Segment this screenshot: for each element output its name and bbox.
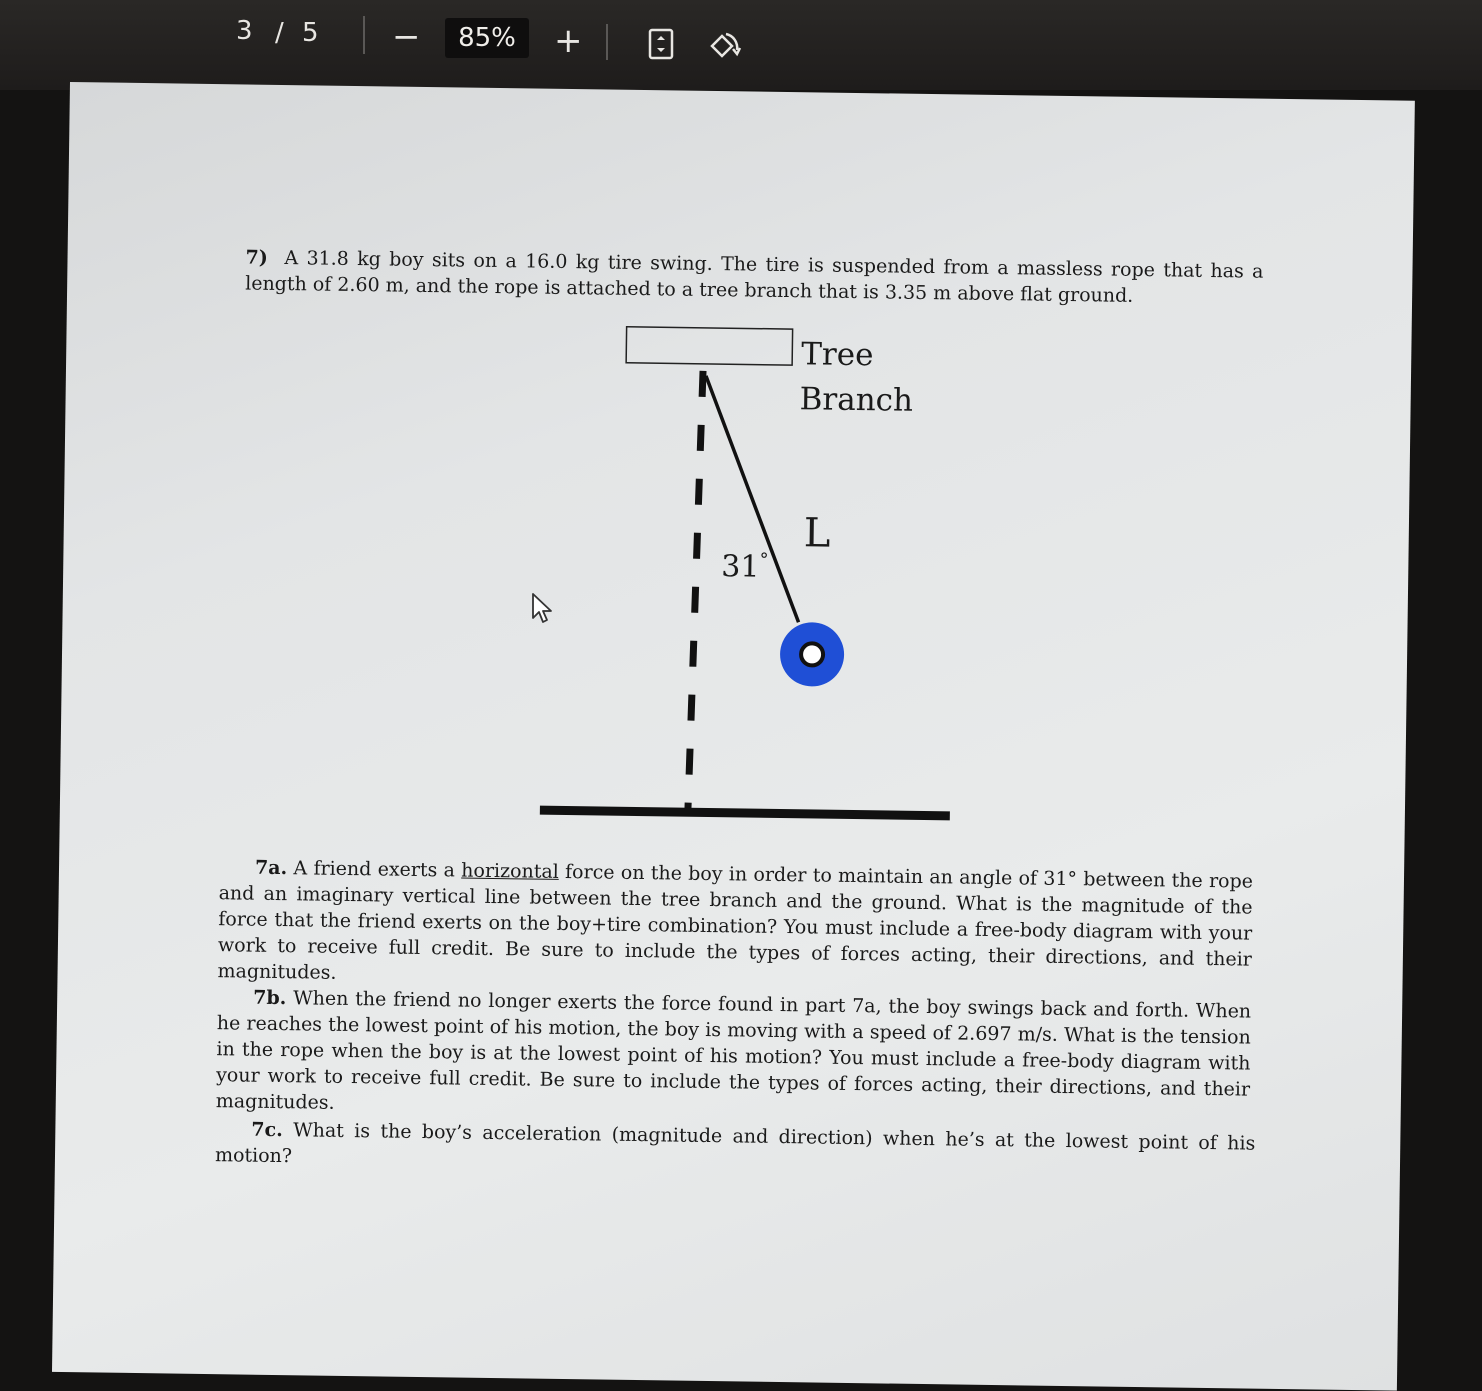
document-page (52, 82, 1415, 1391)
mouse-cursor-icon (530, 592, 554, 630)
ground-line (540, 806, 950, 821)
angle-degree: ° (759, 549, 769, 571)
zoom-in-button[interactable]: + (554, 21, 583, 61)
tire-center (801, 643, 823, 665)
part-7a-label: 7a. (254, 856, 288, 880)
toolbar-divider (363, 16, 365, 54)
label-angle (721, 549, 769, 585)
page-current[interactable]: 3 (236, 16, 253, 46)
part-7b-text: When the friend no longer exerts the force found in part 7a, the boy swings back and forth. When he reaches the lowest point of his motion, the boy is moving with a speed of 2.697 m/s. What is the tension in the rope when the boy is at the lowest point of his motion? You must include a free-body diagram with your work to receive full credit. Be sure to include the types of forces acting, their directions, and their magnitudes. (215, 987, 1252, 1114)
rotate-icon[interactable] (704, 28, 742, 68)
angle-value: 31 (721, 549, 760, 585)
zoom-out-button[interactable]: − (392, 17, 421, 57)
label-branch: Branch (799, 381, 914, 419)
part-7b-label: 7b. (253, 986, 287, 1010)
question-number: 7) (245, 246, 268, 269)
pendulum-diagram (52, 82, 1415, 1391)
question-7b (216, 984, 1252, 1128)
rope-line (703, 376, 802, 622)
zoom-level-field[interactable]: 85% (445, 18, 529, 58)
pdf-toolbar (0, 0, 1482, 90)
part-7c-label: 7c. (251, 1118, 283, 1142)
page-total: 5 (302, 18, 319, 48)
question-intro-text: A 31.8 kg boy sits on a 16.0 kg tire swing. The tire is suspended from a massless rope that has a length of 2.60 m, and the rope is attached to a tree branch that is 3.35 m above flat ground. (245, 247, 1264, 307)
part-7a-underlined-word: horizontal (461, 859, 559, 883)
part-7a-text-start: A friend exerts a (293, 857, 462, 882)
label-rope-length: L (803, 510, 831, 557)
vertical-dashed-line (688, 371, 703, 811)
fit-page-icon[interactable] (648, 28, 674, 64)
part-7a-text-end: force on the boy in order to maintain an angle of 31° between the rope and an imaginary vertical line between the tree branch and the ground. What is the magnitude of the force that the friend exerts on the boy+tire combination? You must include a free-body diagram with your work to receive full credit. Be sure to include the types of forces acting, their directions, and their magnitudes. (217, 860, 1254, 984)
question-7a (217, 854, 1253, 998)
tree-branch-box (626, 327, 792, 365)
toolbar-divider (606, 24, 608, 60)
part-7c-text: What is the boy’s acceleration (magnitude and direction) when he’s at the lowest point of his motion? (214, 1119, 1256, 1168)
label-tree: Tree (801, 336, 874, 374)
page-separator: / (275, 18, 284, 48)
